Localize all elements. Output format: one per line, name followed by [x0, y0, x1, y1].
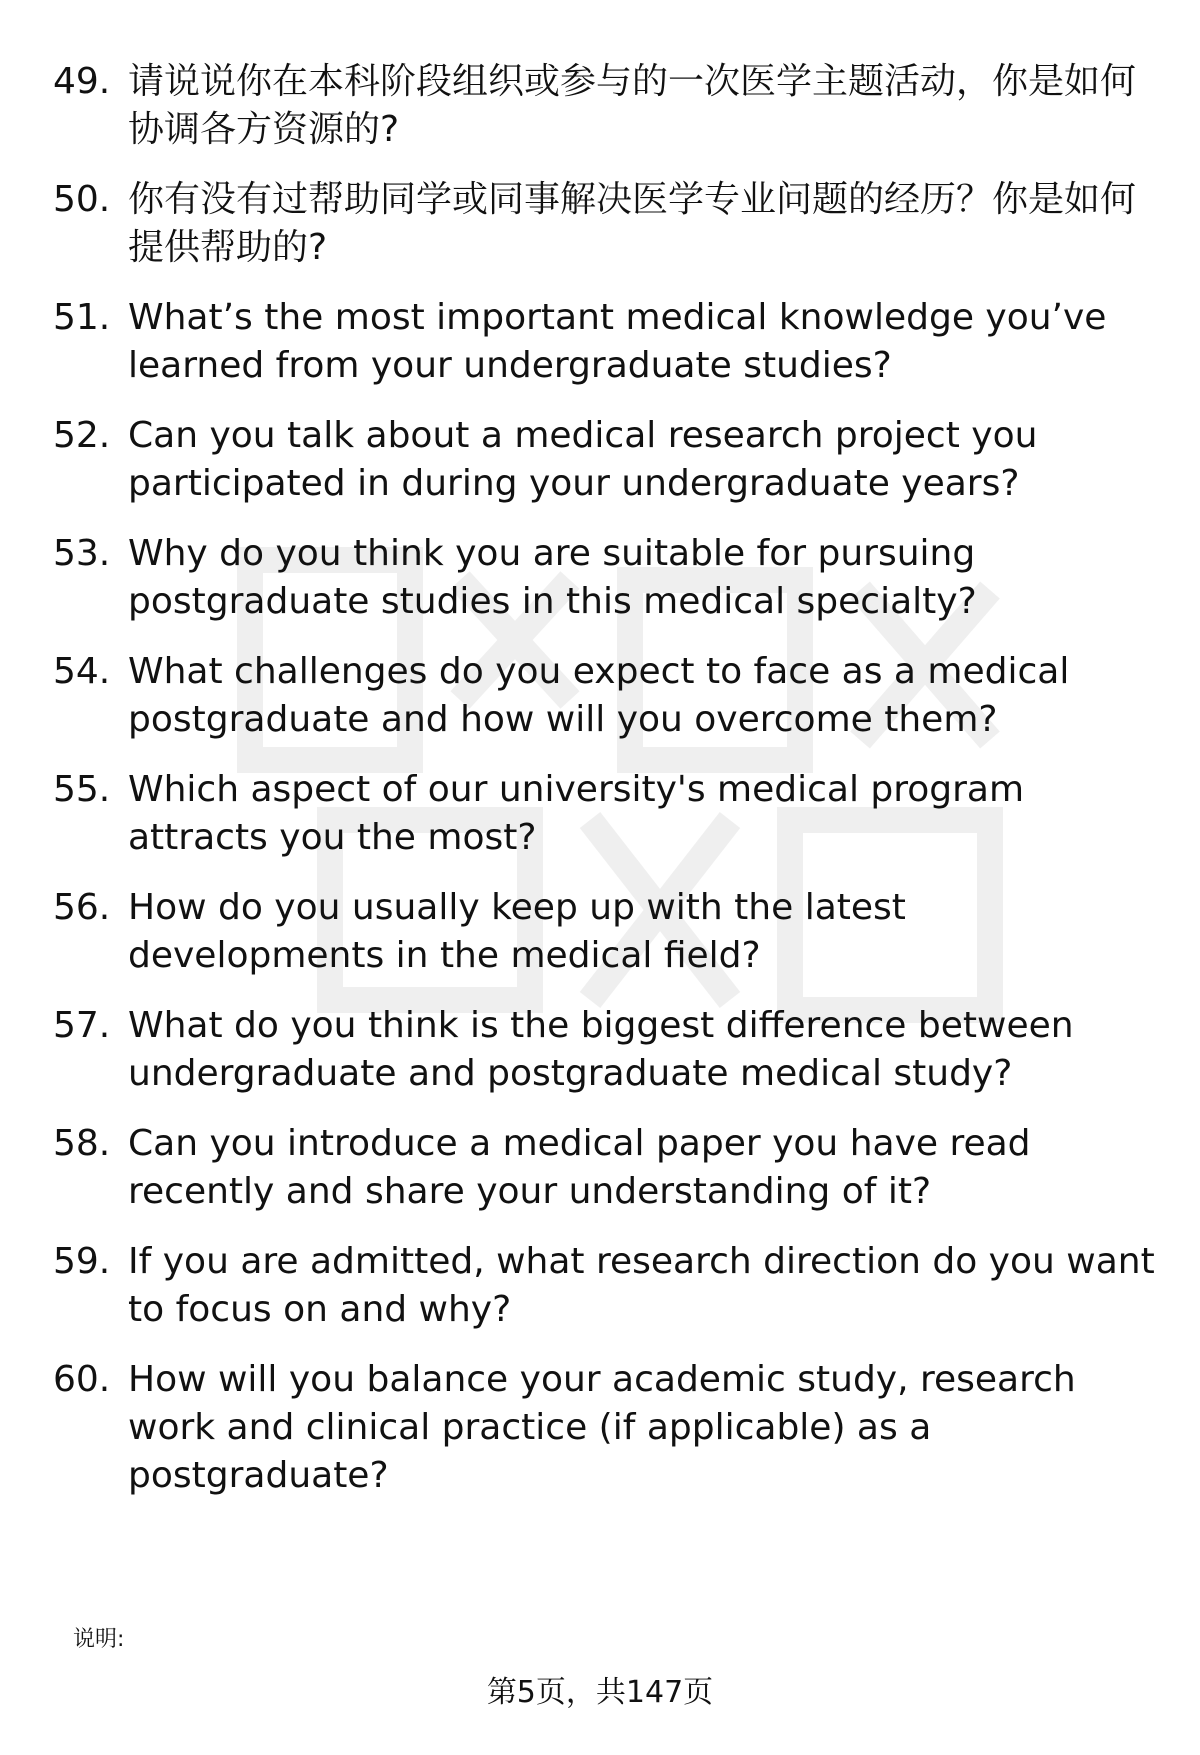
question-text: What’s the most important medical knowledge you’ve learned from your undergraduate studies?: [128, 297, 1107, 386]
question-number: 53.: [53, 533, 111, 574]
question-text: If you are admitted, what research direction do you want to focus on and why?: [128, 1241, 1155, 1330]
note-label: 说明:: [73, 1627, 125, 1652]
question-text: 你有没有过帮助同学或同事解决医学专业问题的经历？你是如何提供帮助的?: [128, 179, 1137, 268]
question-text: Which aspect of our university's medical program attracts you the most?: [128, 769, 1025, 858]
question-text: How will you balance your academic study, research work and clinical practice (if applicable) as a postgraduate?: [128, 1359, 1076, 1496]
question-number: 52.: [53, 415, 111, 456]
question-number: 54.: [53, 651, 111, 692]
question-number: 49.: [53, 61, 111, 102]
question-number: 58.: [53, 1123, 111, 1164]
question-number: 60.: [53, 1359, 111, 1400]
question-number: 55.: [53, 769, 111, 810]
question-text: 请说说你在本科阶段组织或参与的一次医学主题活动，你是如何协调各方资源的?: [128, 61, 1137, 150]
question-number: 50.: [53, 179, 111, 220]
question-text: Can you talk about a medical research project you participated in during your undergraduate years?: [128, 415, 1038, 504]
question-text: Can you introduce a medical paper you have read recently and share your understanding of it?: [128, 1123, 1031, 1212]
question-number: 56.: [53, 887, 111, 928]
page-indicator: 第5页，共147页: [486, 1675, 714, 1710]
question-text: What do you think is the biggest difference between undergraduate and postgraduate medical study?: [128, 1005, 1074, 1094]
question-text: Why do you think you are suitable for pursuing postgraduate studies in this medical specialty?: [128, 533, 977, 622]
question-text: How do you usually keep up with the latest developments in the medical field?: [128, 887, 906, 976]
question-number: 57.: [53, 1005, 111, 1046]
question-text: What challenges do you expect to face as a medical postgraduate and how will you overcome them?: [128, 651, 1070, 740]
question-number: 51.: [53, 297, 111, 338]
question-number: 59.: [53, 1241, 111, 1282]
